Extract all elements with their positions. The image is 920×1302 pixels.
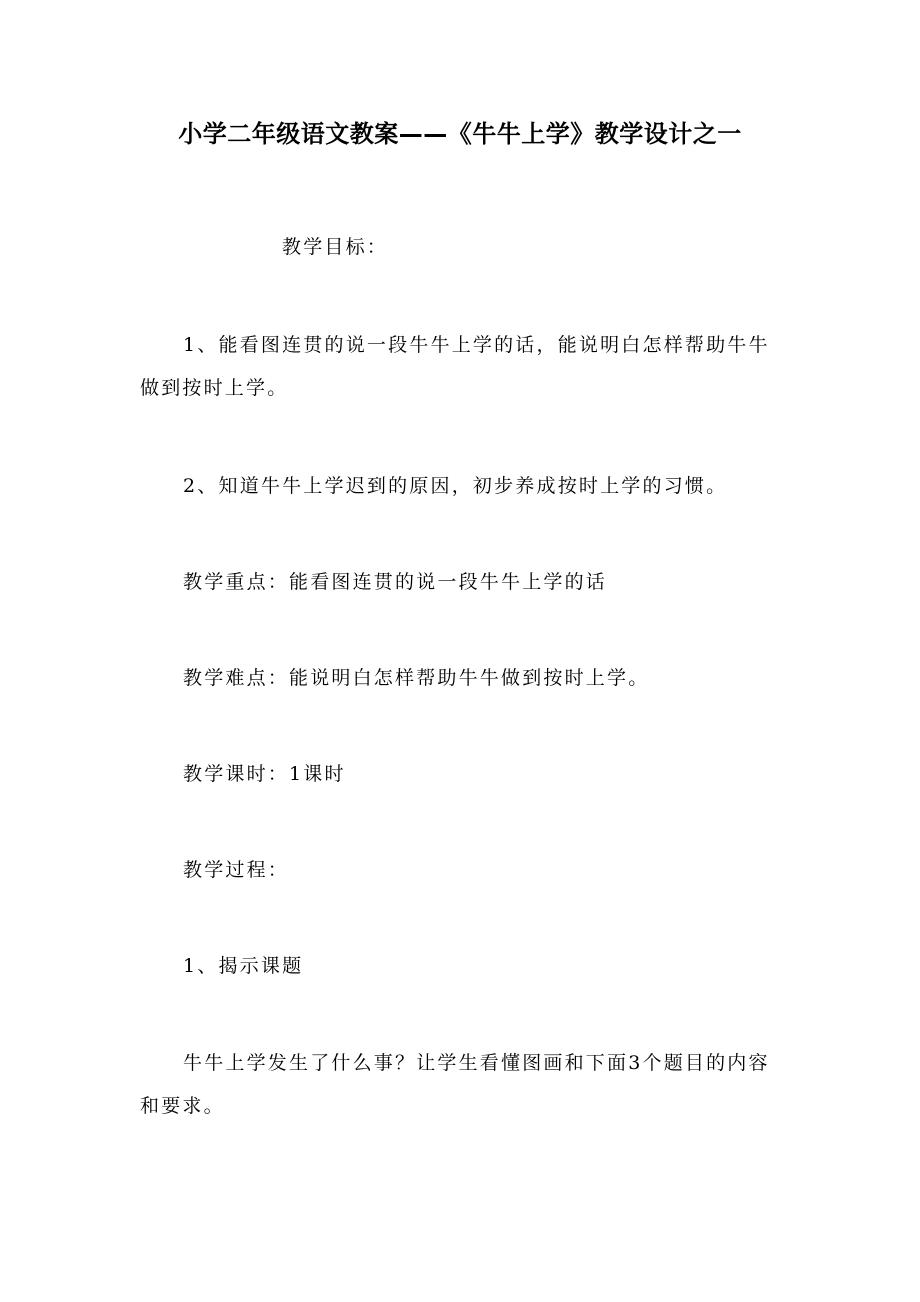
teaching-duration: 教学课时：1课时 — [183, 763, 346, 785]
teaching-focus: 教学重点：能看图连贯的说一段牛牛上学的话 — [183, 571, 608, 593]
process-step-1: 1、揭示课题 — [183, 955, 304, 977]
teaching-difficulty: 教学难点：能说明白怎样帮助牛牛做到按时上学。 — [183, 667, 650, 689]
document-title: 小学二年级语文教案——《牛牛上学》教学设计之一 — [178, 120, 742, 148]
goal-item-2: 2、知道牛牛上学迟到的原因，初步养成按时上学的习惯。 — [183, 475, 728, 497]
teaching-goals-heading: 教学目标： — [282, 236, 389, 258]
process-step-1-description: 牛牛上学发生了什么事？让学生看懂图画和下面3个题目的内容和要求。 — [140, 1052, 770, 1117]
teaching-process-heading: 教学过程： — [183, 859, 290, 881]
goal-item-1: 1、能看图连贯的说一段牛牛上学的话，能说明白怎样帮助牛牛做到按时上学。 — [140, 334, 770, 399]
